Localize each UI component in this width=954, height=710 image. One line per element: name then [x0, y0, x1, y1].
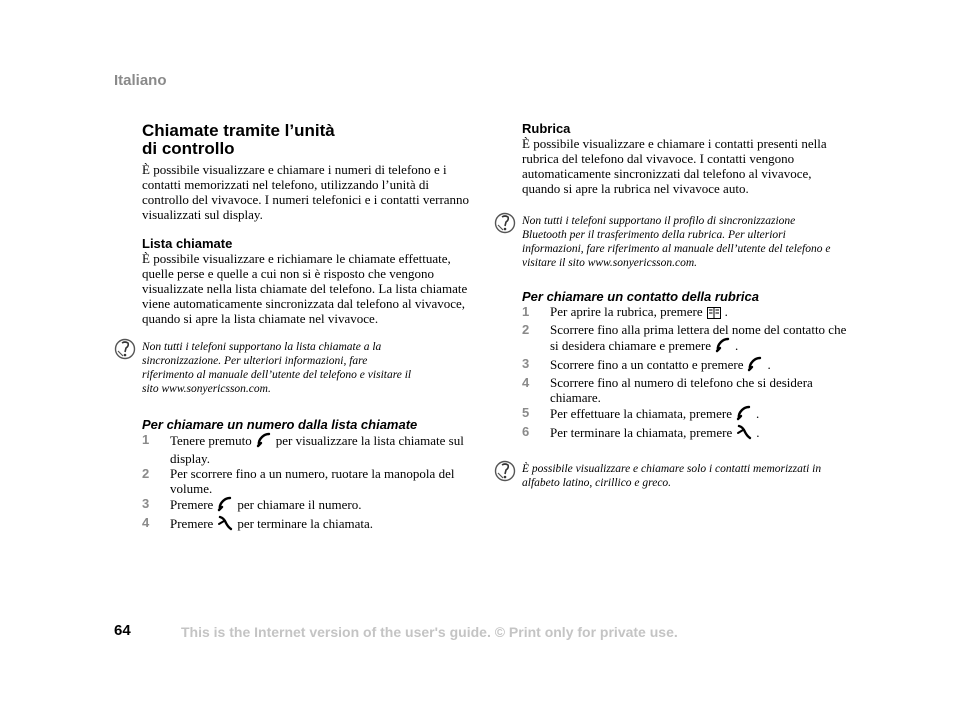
call-list-paragraph: È possibile visualizzare e richiamare le chiamate effettuate, quelle perse e quelle a cui non si è risposto che vengono visualizzate nella lista chiamate del telefono. La lista chiamate viene automaticamente sincronizzata dal telefono al vivavoce, quando si apre la lista chiamate nel vivavoce. [142, 251, 468, 326]
section-language-label: Italiano [114, 72, 167, 89]
step-number: 4 [522, 375, 530, 390]
step-text [550, 356, 852, 375]
step-text [550, 375, 852, 405]
step-number: 3 [142, 496, 150, 511]
step-text-before: Per scorrere fino a un numero, ruotare la manopola del volume. [170, 466, 455, 496]
step-text-before: Scorrere fino alla prima lettera del nome del contatto che si desidera chiamare e premere [550, 322, 847, 353]
step-text-before: Scorrere fino al numero di telefono che si desidera chiamare. [550, 375, 813, 405]
step-text [170, 432, 472, 466]
step-text-after: . [756, 425, 760, 440]
step-text-after: per terminare la chiamata. [237, 516, 374, 531]
phonebook-heading: Rubrica [522, 121, 571, 136]
note-icon [114, 338, 136, 360]
step-text-before: Scorrere fino a un contatto e premere [550, 357, 744, 372]
note-text: Non tutti i telefoni supportano il profilo di sincronizzazione Bluetooth per il trasferimento della rubrica. Per ulteriori informazioni, fare riferimento al manuale dell’utente del telefono e visitare il sito www.sonyericsson.com. [522, 215, 831, 269]
step-number: 2 [142, 466, 150, 481]
left-column [142, 122, 472, 534]
procedure-step [522, 322, 852, 356]
procedure-step [522, 304, 852, 322]
step-text-before: Premere [170, 497, 214, 512]
step-text [170, 466, 472, 496]
step-text-before: Tenere premuto [170, 433, 252, 448]
phone-call-icon [256, 432, 272, 451]
phone-call-icon [747, 356, 763, 375]
intro-paragraph: È possibile visualizzare e chiamare i numeri di telefono e i contatti memorizzati nel telefono, utilizzando l’unità di controllo del vivavoce. I numeri telefonici e i contatti verranno visualizzati sul display. [142, 162, 470, 222]
call-list-heading: Lista chiamate [142, 236, 233, 251]
step-number: 3 [522, 356, 530, 371]
step-text-after: per visualizzare la lista chiamate sul display. [170, 433, 464, 466]
right-column [522, 121, 852, 490]
step-text-before: Premere [170, 516, 214, 531]
step-number: 5 [522, 405, 530, 420]
note-text: È possibile visualizzare e chiamare solo i contatti memorizzati in alfabeto latino, cirillico e greco. [522, 463, 822, 489]
step-text [550, 322, 852, 356]
procedure-step [142, 432, 472, 466]
phonebook-paragraph: È possibile visualizzare e chiamare i contatti presenti nella rubrica del telefono dal vivavoce. I contatti vengono automaticamente sincronizzati dal telefono al vivavoce, quando si apre la rubrica nel vivavoce auto. [522, 136, 827, 196]
step-text-before: Per aprire la rubrica, premere [550, 304, 703, 319]
step-text-after: per chiamare il numero. [237, 497, 362, 512]
procedure-step [142, 515, 472, 534]
procedure-step [522, 375, 852, 405]
step-text-after: . [767, 357, 771, 372]
note-icon [494, 460, 516, 482]
note-text: Non tutti i telefoni supportano la lista chiamate a la sincronizzazione. Per ulteriori informazioni, fare riferimento al manuale dell’utente del telefono e visitare il sito www.sonyericsson.com. [142, 341, 412, 395]
note-call-list [142, 340, 412, 396]
note-phonebook-sync [522, 214, 842, 270]
step-number: 1 [142, 432, 150, 447]
step-text [170, 515, 472, 534]
step-text-before: Per effettuare la chiamata, premere [550, 406, 733, 421]
step-text [550, 304, 852, 322]
step-text [170, 496, 472, 515]
step-number: 1 [522, 304, 530, 319]
step-text-after: . [724, 304, 728, 319]
note-icon [494, 212, 516, 234]
procedure-steps [142, 432, 472, 534]
phone-call-icon [217, 496, 233, 515]
procedure-step [522, 356, 852, 375]
step-text-before: Per terminare la chiamata, premere [550, 425, 733, 440]
step-number: 6 [522, 424, 530, 439]
note-alphabet [522, 462, 852, 490]
phonebook-icon [707, 307, 721, 322]
procedure-steps [522, 304, 852, 443]
procedure-step [522, 424, 852, 443]
step-number: 4 [142, 515, 150, 530]
step-text-after: . [756, 406, 760, 421]
phone-call-icon [736, 405, 752, 424]
section-title: Chiamate tramite l’unità di controllo [142, 121, 335, 158]
footer-notice: This is the Internet version of the user's guide. © Print only for private use. [181, 624, 678, 640]
procedure-heading-call-list: Per chiamare un numero dalla lista chiamate [142, 417, 418, 432]
phone-end-icon [736, 424, 752, 443]
step-number: 2 [522, 322, 530, 337]
procedure-step [142, 496, 472, 515]
phone-end-icon [217, 515, 233, 534]
step-text [550, 424, 852, 443]
page-number: 64 [114, 622, 131, 639]
procedure-step [522, 405, 852, 424]
phone-call-icon [715, 337, 731, 356]
step-text-after: . [734, 338, 739, 353]
procedure-heading-phonebook: Per chiamare un contatto della rubrica [522, 289, 759, 304]
step-text [550, 405, 852, 424]
procedure-step [142, 466, 472, 496]
